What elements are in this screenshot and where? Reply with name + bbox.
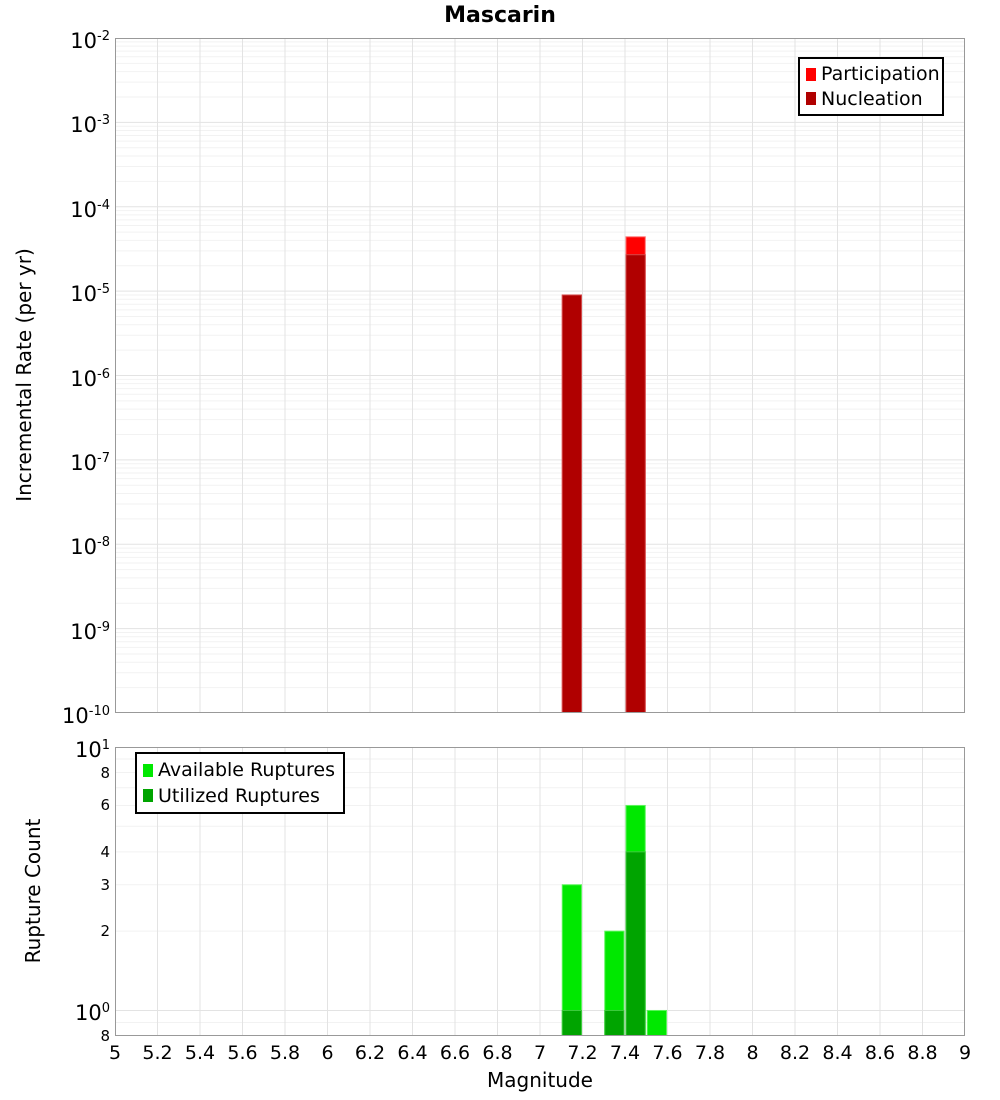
y-tick-label: $10^{-2}$ xyxy=(70,29,110,53)
x-tick-label: 8.2 xyxy=(779,1042,811,1064)
available-ruptures-swatch xyxy=(143,764,153,777)
x-tick-label: 7 xyxy=(533,1042,547,1064)
x-tick-label: 5.4 xyxy=(184,1042,216,1064)
y-tick-label: $10^{-7}$ xyxy=(70,450,110,475)
utilized-ruptures-bar xyxy=(605,1010,624,1036)
x-tick-label: 6 xyxy=(321,1042,334,1064)
rate-panel xyxy=(115,38,965,713)
count-axis-title: Rupture Count xyxy=(21,818,45,964)
y-minor-tick-label: 4 xyxy=(100,842,110,861)
x-tick-label: 8.4 xyxy=(822,1042,853,1064)
x-tick-label: 5.2 xyxy=(142,1042,173,1064)
legend-label-available-ruptures: Available Ruptures xyxy=(158,759,335,782)
y-tick-label: $10^{-8}$ xyxy=(70,535,110,560)
y-minor-tick-label: 8 xyxy=(100,763,110,782)
legend-item-participation xyxy=(806,63,940,86)
x-tick-label: 7.8 xyxy=(694,1042,726,1064)
x-tick-label: 5.6 xyxy=(227,1042,258,1064)
x-tick-label: 6.8 xyxy=(482,1042,513,1064)
utilized-ruptures-bar xyxy=(562,1010,581,1036)
legend-label-participation: Participation xyxy=(821,63,940,86)
participation-swatch xyxy=(806,68,816,81)
y-minor-tick-label: 3 xyxy=(100,875,110,894)
y-tick-label: $10^1$ xyxy=(74,738,110,762)
count-legend xyxy=(135,752,345,814)
rate-axis-title: Incremental Rate (per yr) xyxy=(12,248,36,502)
x-tick-label: 9 xyxy=(958,1042,972,1064)
x-tick-label: 6.4 xyxy=(397,1042,428,1064)
y-tick-label: $10^{-9}$ xyxy=(70,619,110,644)
nucleation-bar xyxy=(562,295,581,713)
y-minor-tick-label: 2 xyxy=(100,922,110,941)
x-tick-label: 8.6 xyxy=(864,1042,896,1064)
available-ruptures-bar xyxy=(647,1010,666,1036)
nucleation-swatch xyxy=(806,92,816,105)
chart-title: Mascarin xyxy=(444,3,556,28)
y-tick-label: $10^{-5}$ xyxy=(70,282,110,307)
legend-label-nucleation: Nucleation xyxy=(821,87,923,110)
utilized-ruptures-swatch xyxy=(143,789,153,802)
rate-legend xyxy=(798,57,944,116)
legend-item-available-ruptures xyxy=(143,759,337,781)
y-minor-tick-label: 8 xyxy=(100,1027,110,1045)
legend-item-nucleation xyxy=(806,88,936,110)
nucleation-bar xyxy=(626,255,645,713)
x-tick-label: 6.2 xyxy=(354,1042,386,1064)
utilized-ruptures-bar xyxy=(626,852,645,1036)
legend-item-utilized-ruptures xyxy=(143,785,337,807)
y-tick-label: $10^{-4}$ xyxy=(70,197,110,222)
legend-label-utilized-ruptures: Utilized Ruptures xyxy=(158,784,320,807)
x-tick-label: 8 xyxy=(746,1042,759,1064)
y-minor-tick-label: 6 xyxy=(100,796,110,815)
x-tick-label: 6.6 xyxy=(439,1042,471,1064)
x-tick-label: 7.4 xyxy=(609,1042,641,1064)
x-tick-label: 8.8 xyxy=(907,1042,938,1064)
x-tick-label: 5 xyxy=(108,1042,122,1064)
x-tick-label: 5.8 xyxy=(269,1042,301,1064)
y-tick-label: $10^{-10}$ xyxy=(62,704,110,728)
x-tick-label: 7.2 xyxy=(567,1042,598,1064)
y-tick-label: $10^{-6}$ xyxy=(70,366,110,391)
y-tick-label: $10^{-3}$ xyxy=(70,113,110,138)
y-tick-label: $10^0$ xyxy=(74,1001,110,1026)
x-axis-title: Magnitude xyxy=(487,1068,593,1092)
x-tick-label: 7.6 xyxy=(652,1042,683,1064)
